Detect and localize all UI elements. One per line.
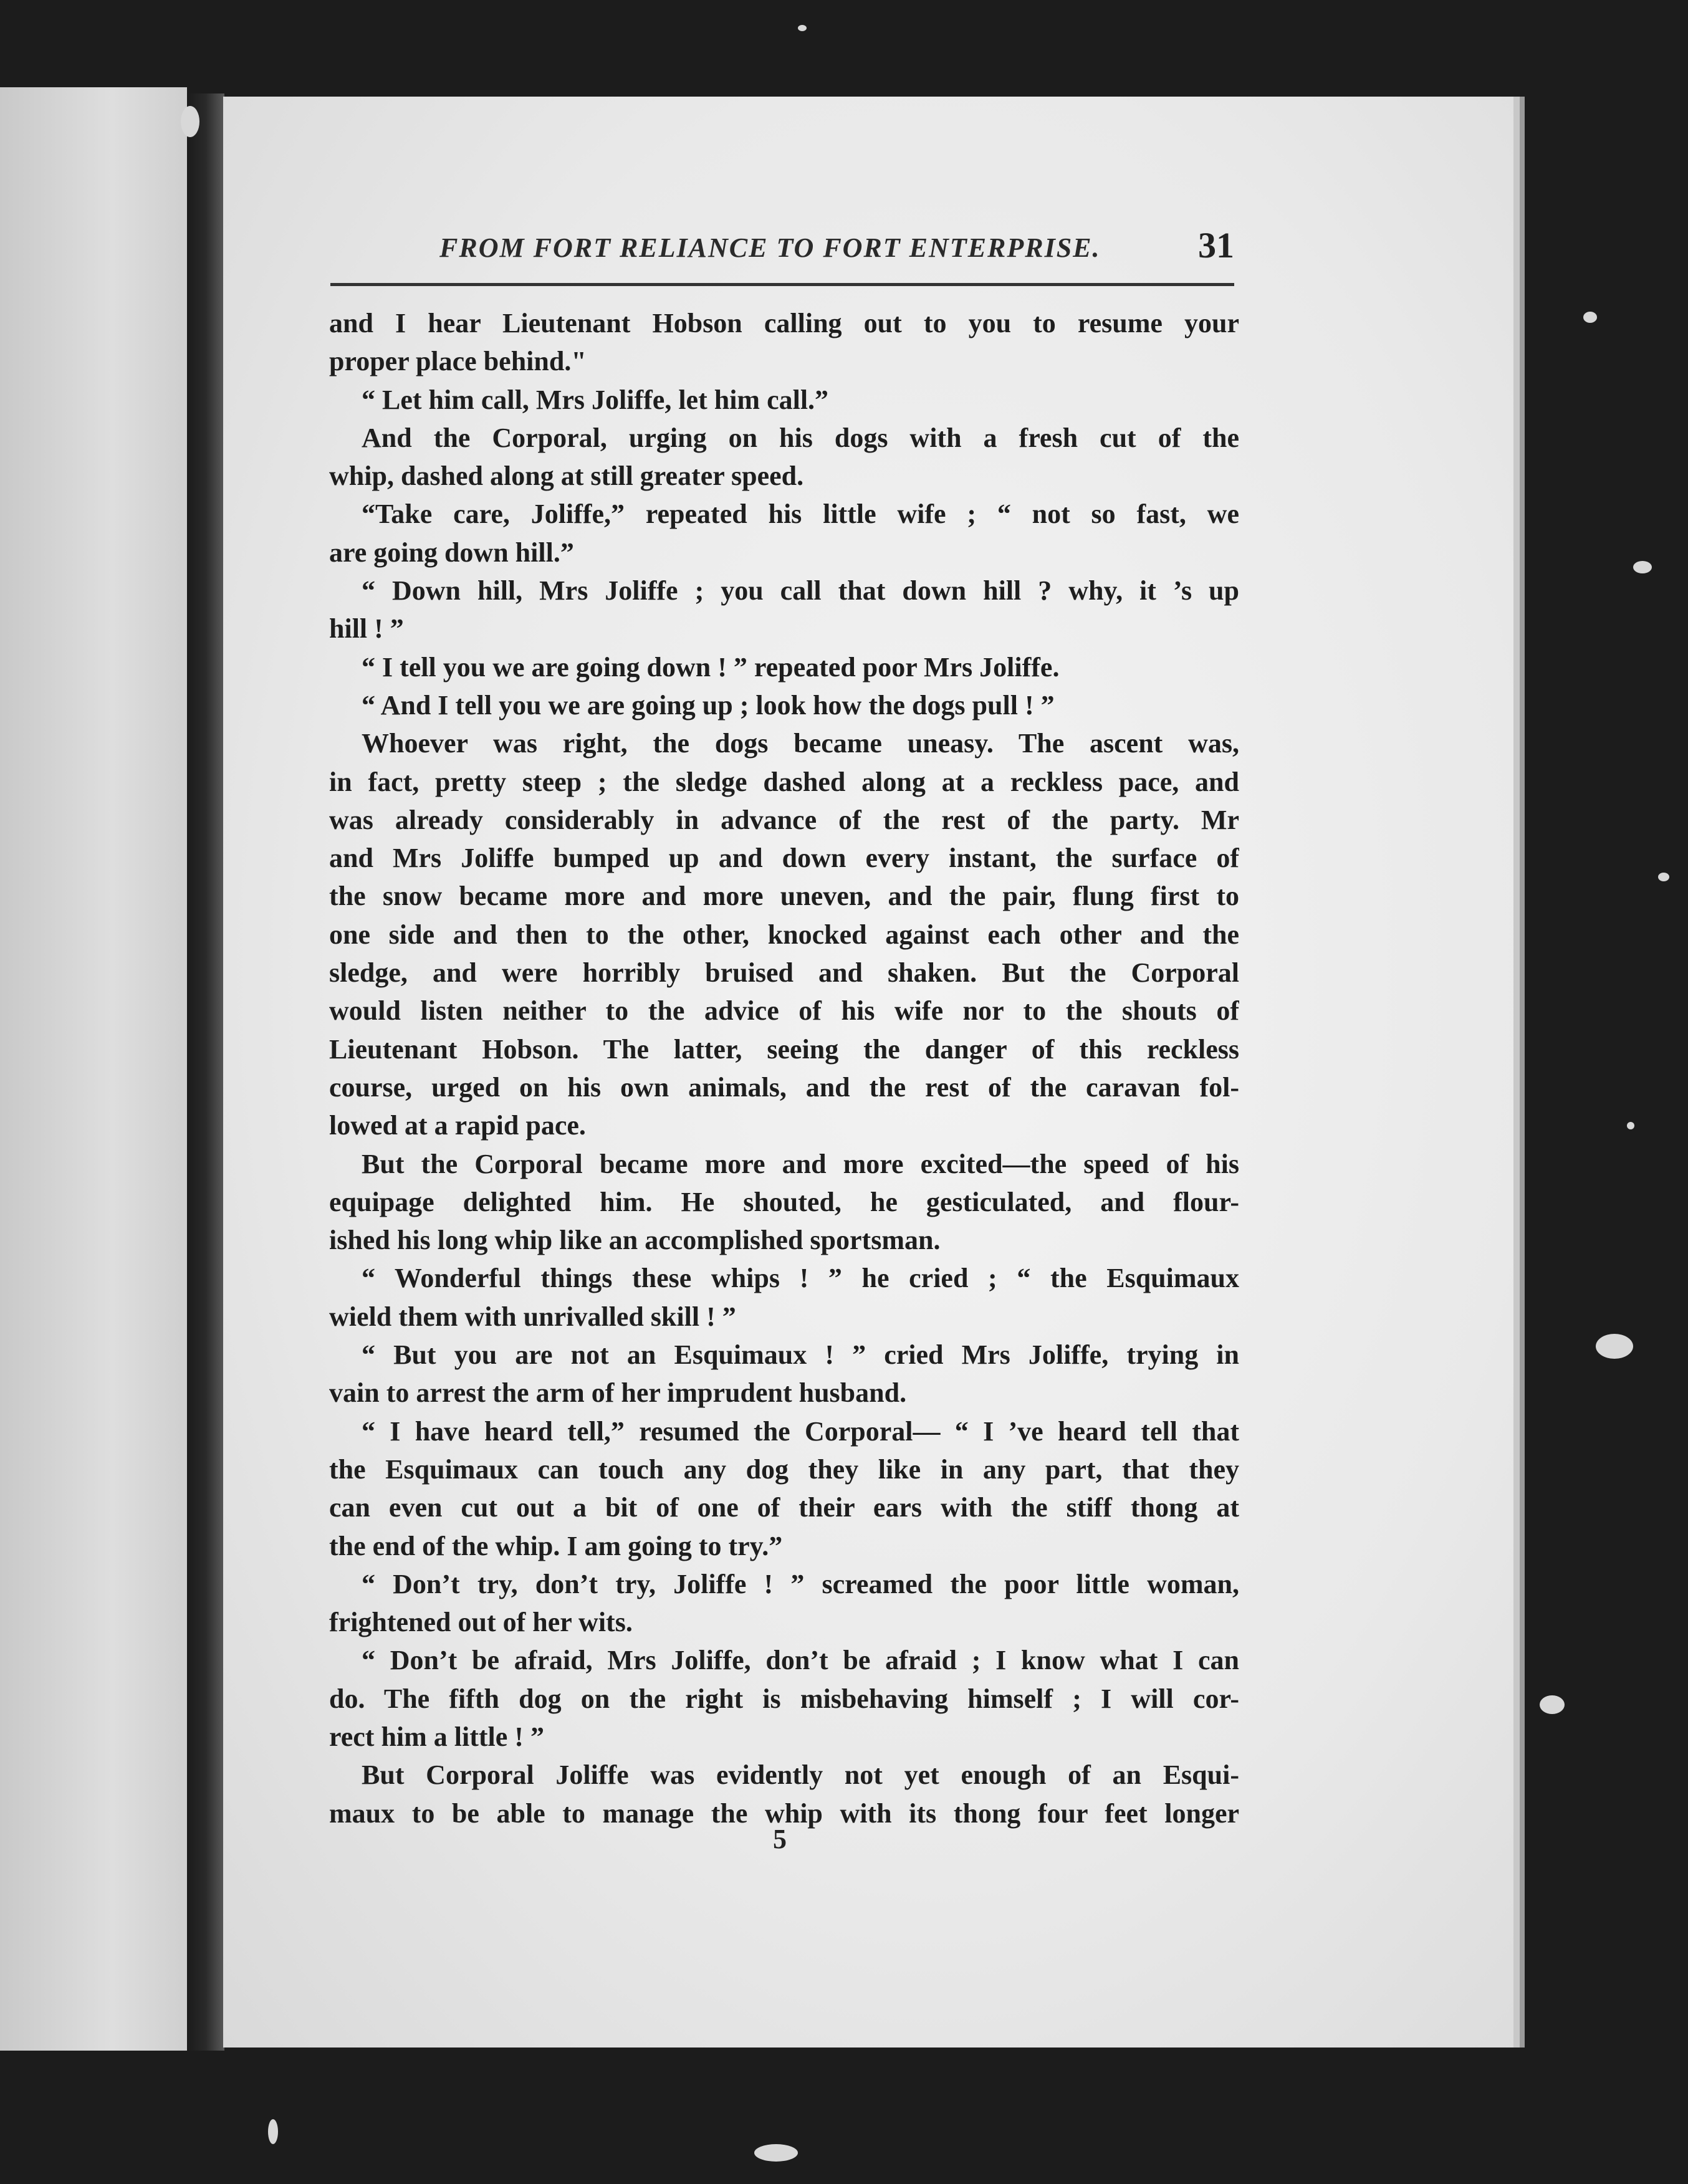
text-line: the snow became more and more uneven, and the pair, flung first to <box>329 881 1239 912</box>
running-head <box>330 224 1234 274</box>
text-line: lowed at a rapid pace. <box>329 1110 586 1141</box>
dust-speck <box>1658 873 1669 881</box>
text-line: the Esquimaux can touch any dog they like in any part, that they <box>329 1454 1239 1485</box>
text-line: equipage delighted him. He shouted, he gesticulated, and flour- <box>329 1186 1239 1217</box>
text-line: Whoever was right, the dogs became uneasy. The ascent was, <box>362 728 1239 759</box>
text-line: rect him a little ! ” <box>329 1721 544 1752</box>
dust-speck <box>268 2119 278 2144</box>
text-line: the end of the whip. I am going to try.” <box>329 1530 783 1561</box>
text-line: But the Corporal became more and more excited—the speed of his <box>362 1148 1239 1179</box>
text-line: frightened out of her wits. <box>329 1607 633 1638</box>
text-line: whip, dashed along at still greater speed. <box>329 461 804 492</box>
text-line: “ But you are not an Esquimaux ! ” cried Mrs Joliffe, trying in <box>362 1339 1239 1371</box>
text-line: “ Don’t be afraid, Mrs Joliffe, don’t be afraid ; I know what I can <box>362 1645 1239 1676</box>
text-line: can even cut out a bit of one of their ears with the stiff thong at <box>329 1492 1239 1523</box>
text-line: would listen neither to the advice of his wife nor to the shouts of <box>329 995 1239 1027</box>
text-line: course, urged on his own animals, and the rest of the caravan fol- <box>329 1071 1239 1103</box>
dust-speck <box>1583 312 1597 323</box>
dust-speck <box>181 106 199 137</box>
text-line: “ Wonderful things these whips ! ” he cried ; “ the Esquimaux <box>362 1263 1239 1294</box>
book-gutter <box>187 93 224 2051</box>
body-text <box>329 304 1239 1832</box>
dust-speck <box>798 25 807 31</box>
text-line: ished his long whip like an accomplished sportsman. <box>329 1225 941 1256</box>
text-line: “ I have heard tell,” resumed the Corporal— “ I ’ve heard tell that <box>362 1415 1239 1447</box>
dust-speck <box>1627 1122 1634 1129</box>
facing-page-edge <box>0 87 187 2051</box>
signature-mark: 5 <box>773 1824 787 1854</box>
running-head-title: FROM FORT RELIANCE TO FORT ENTERPRISE. <box>439 232 1101 263</box>
text-line: “ And I tell you we are going up ; look how the dogs pull ! ” <box>362 689 1055 721</box>
text-line: maux to be able to manage the whip with its thong four feet longer <box>329 1798 1239 1829</box>
text-line: But Corporal Joliffe was evidently not yet enough of an Esqui- <box>362 1760 1239 1791</box>
text-line: do. The fifth dog on the right is misbehaving himself ; I will cor- <box>329 1683 1239 1714</box>
dust-speck <box>1633 561 1652 573</box>
dust-speck <box>1540 1695 1565 1714</box>
text-line: are going down hill.” <box>329 537 574 568</box>
text-line: sledge, and were horribly bruised and shaken. But the Corporal <box>329 957 1239 989</box>
page-number: 31 <box>1198 225 1234 266</box>
text-line: vain to arrest the arm of her imprudent husband. <box>329 1377 907 1409</box>
text-line: wield them with unrivalled skill ! ” <box>329 1301 736 1332</box>
text-line: “ Let him call, Mrs Joliffe, let him call.” <box>362 384 829 415</box>
text-line: “ I tell you we are going down ! ” repeated poor Mrs Joliffe. <box>362 651 1060 682</box>
text-line: and I hear Lieutenant Hobson calling out to you to resume your <box>329 308 1239 338</box>
text-line: “ Down hill, Mrs Joliffe ; you call that down hill ? why, it ’s up <box>362 575 1239 606</box>
text-line: one side and then to the other, knocked against each other and the <box>329 919 1239 950</box>
text-line: hill ! ” <box>329 613 404 644</box>
header-rule <box>330 283 1234 286</box>
text-line: and Mrs Joliffe bumped up and down every instant, the surface of <box>329 843 1239 874</box>
text-line: was already considerably in advance of the rest of the party. Mr <box>329 804 1239 835</box>
text-line: And the Corporal, urging on his dogs with a fresh cut of the <box>362 422 1239 453</box>
text-line: proper place behind." <box>329 346 587 377</box>
text-line: “ Don’t try, don’t try, Joliffe ! ” screamed the poor little woman, <box>362 1568 1239 1599</box>
dust-speck <box>1596 1334 1633 1359</box>
dust-speck <box>754 2144 798 2162</box>
text-line: in fact, pretty steep ; the sledge dashed along at a reckless pace, and <box>329 766 1239 797</box>
text-line: “Take care, Joliffe,” repeated his little wife ; “ not so fast, we <box>362 499 1239 530</box>
text-line: Lieutenant Hobson. The latter, seeing the danger of this reckless <box>329 1033 1239 1065</box>
